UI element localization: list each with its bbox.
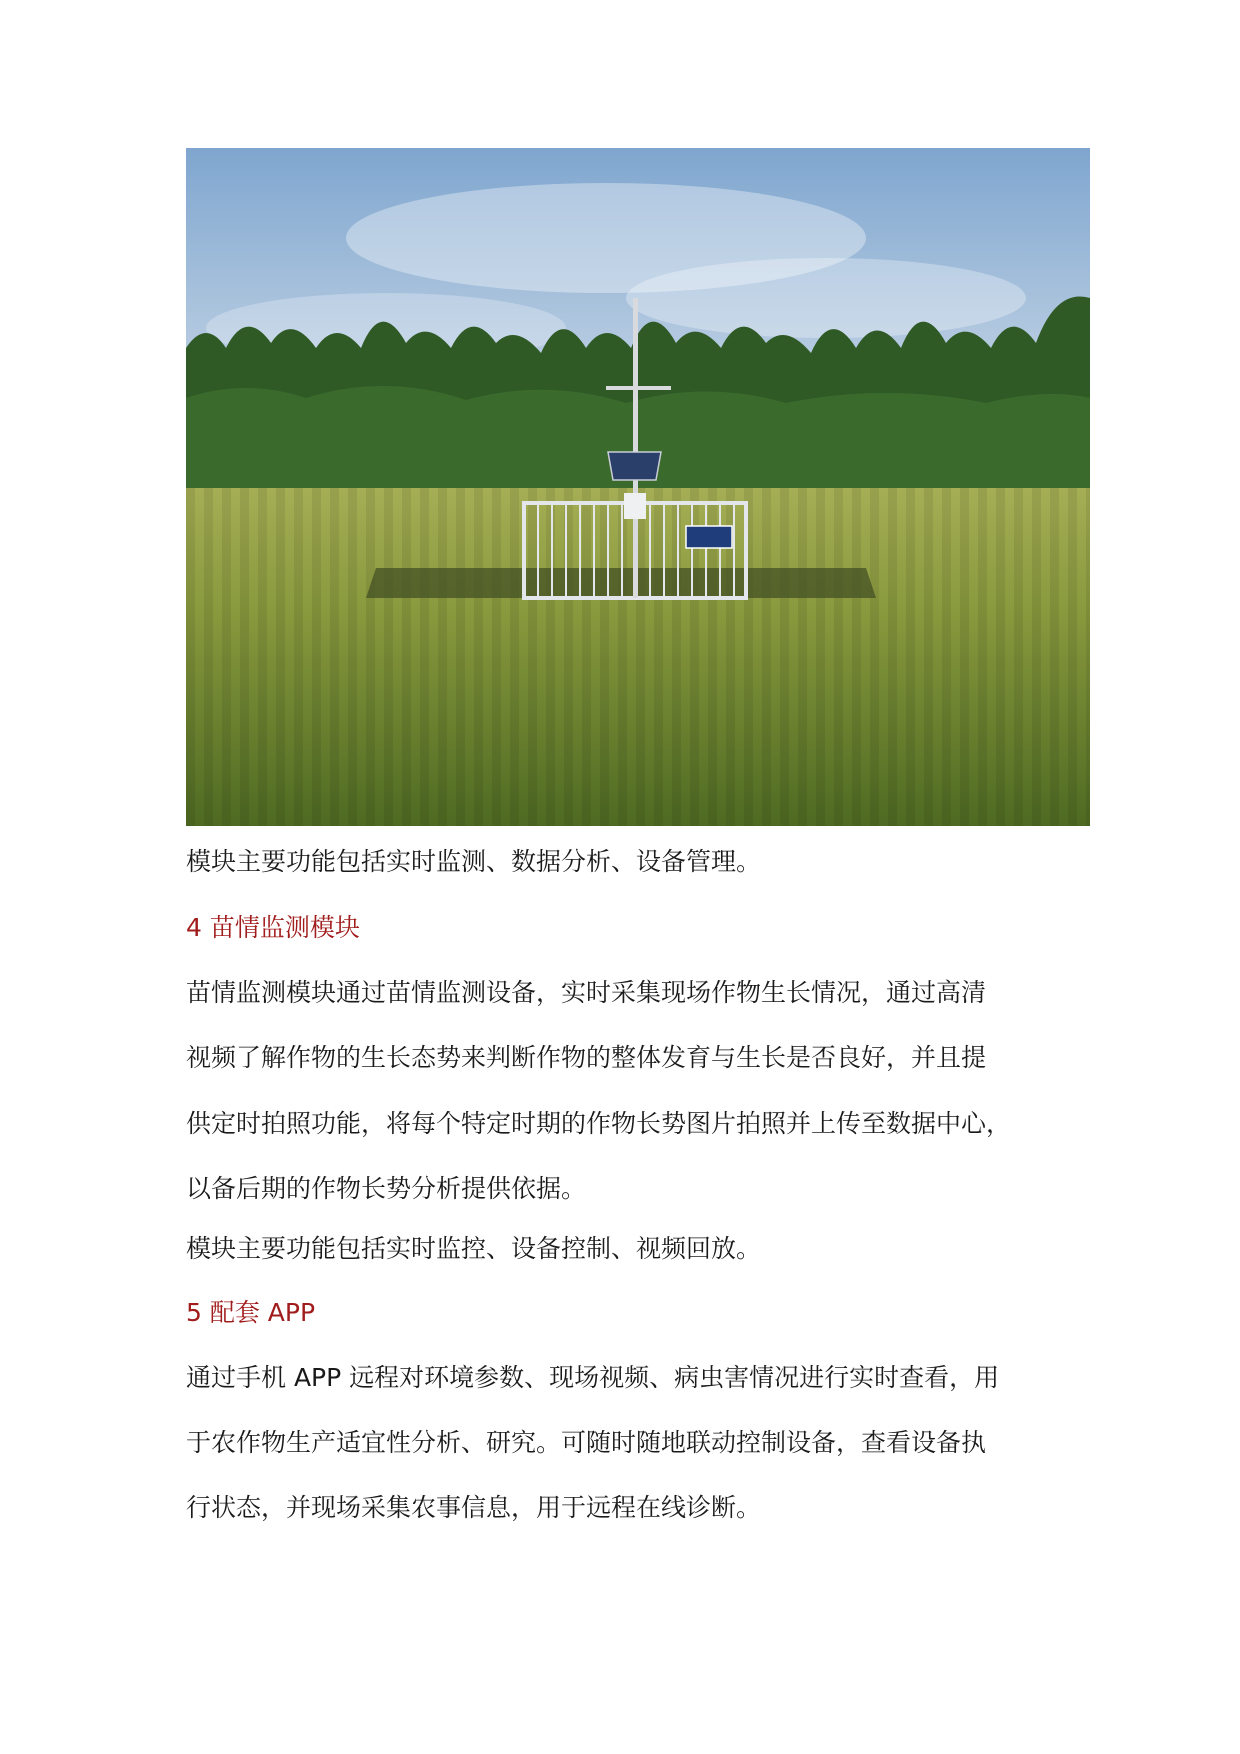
section-5-heading: 5 配套 APP — [186, 1298, 316, 1327]
paragraph-line: 于农作物生产适宜性分析、研究。可随时随地联动控制设备，查看设备执 — [186, 1428, 987, 1457]
module-functions-line-2: 模块主要功能包括实时监控、设备控制、视频回放。 — [186, 1234, 762, 1263]
paragraph-line: 行状态，并现场采集农事信息，用于远程在线诊断。 — [186, 1493, 762, 1522]
wheat-field-station-photo — [186, 148, 1090, 826]
paragraph-line: 以备后期的作物长势分析提供依据。 — [186, 1174, 587, 1203]
paragraph-line: 视频了解作物的生长态势来判断作物的整体发育与生长是否良好，并且提 — [186, 1043, 987, 1072]
module-functions-line-1: 模块主要功能包括实时监测、数据分析、设备管理。 — [186, 847, 762, 876]
paragraph-line: 供定时拍照功能，将每个特定时期的作物长势图片拍照并上传至数据中心， — [186, 1109, 1012, 1138]
section-4-heading: 4 苗情监测模块 — [186, 913, 360, 942]
paragraph-line: 通过手机 APP 远程对环境参数、现场视频、病虫害情况进行实时查看，用 — [186, 1363, 1000, 1392]
paragraph-line: 苗情监测模块通过苗情监测设备，实时采集现场作物生长情况，通过高清 — [186, 978, 987, 1007]
